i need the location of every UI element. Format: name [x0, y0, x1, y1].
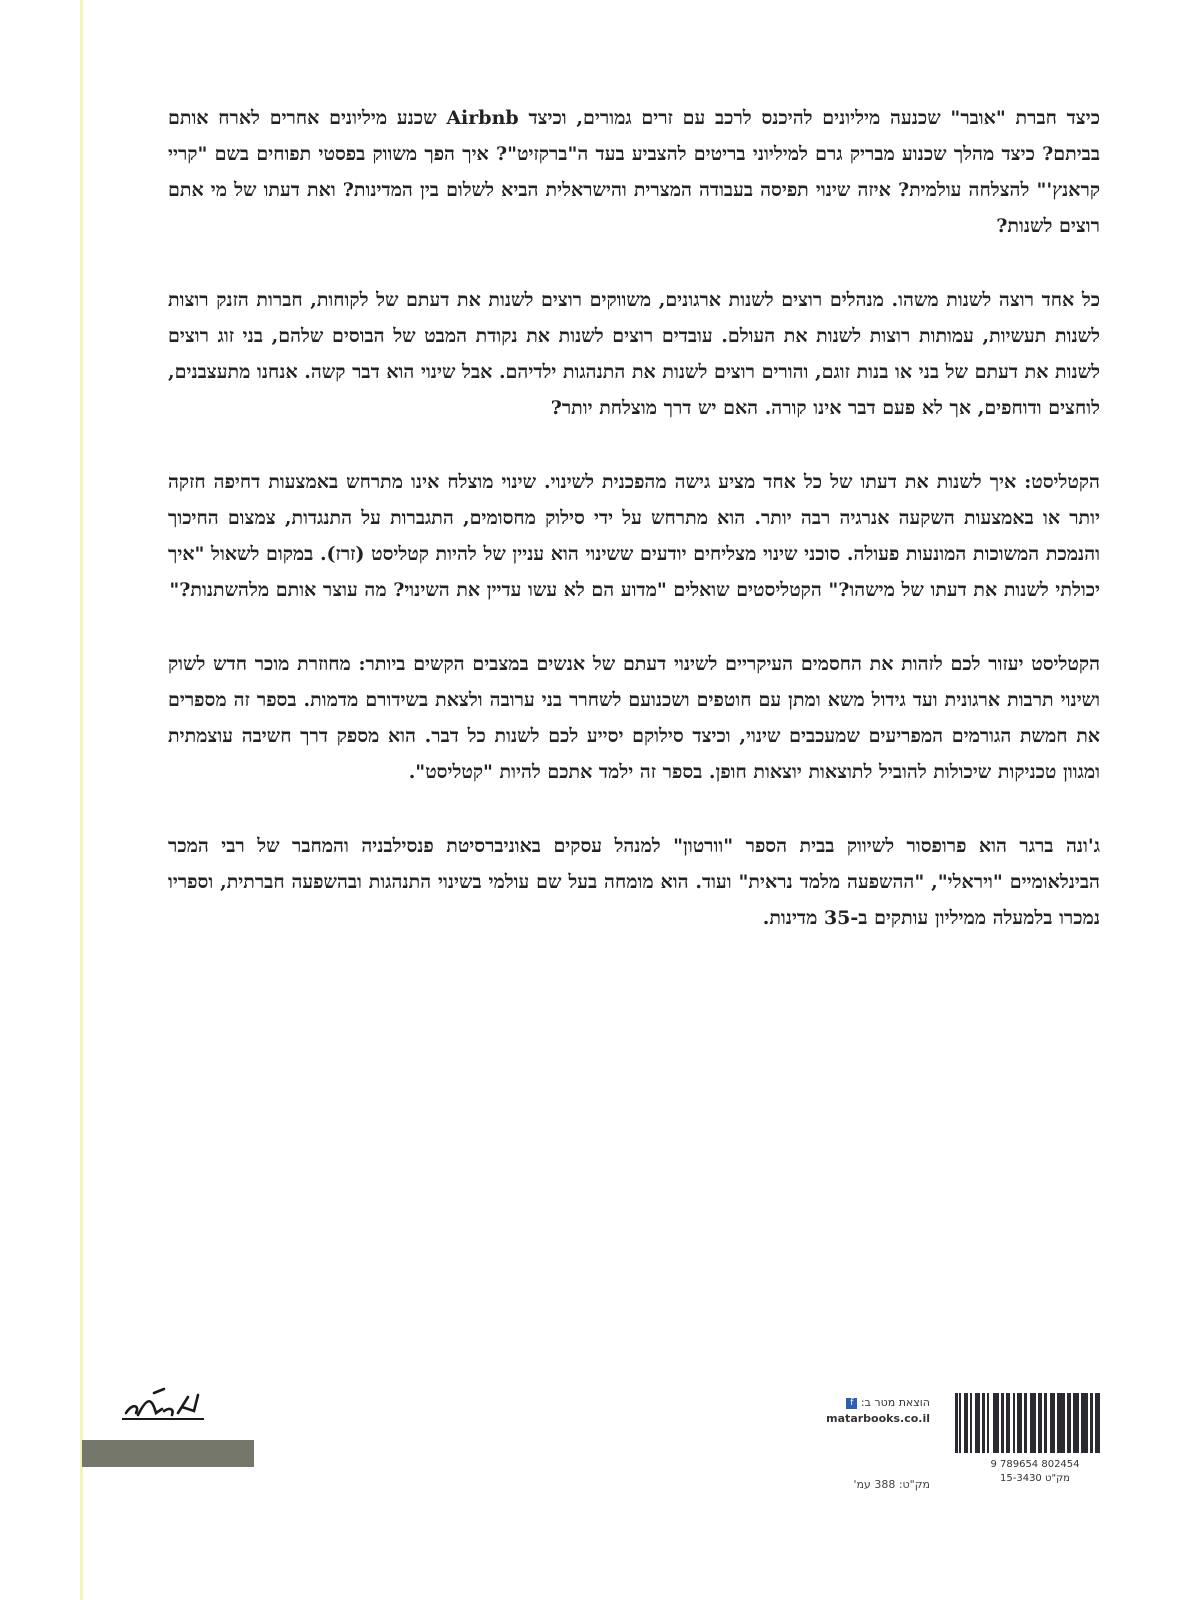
publisher-website[interactable]: matarbooks.co.il [826, 1412, 930, 1425]
blurb-paragraph-2: כל אחד רוצה לשנות משהו. מנהלים רוצים לשנות ארגונים, משווקים רוצים לשנות את דעתם של לקוחות, חברות הזנק רוצות לשנות תעשיות, עמותות רוצות לשנות את העולם. עובדים רוצים לשנות את נקודת המבט של הבוסים שלהם, בני זוג רוצים לשנות את דעתם של בני או בנות זוגם, והורים רוצים לשנות את התנהגות ילדיהם. אבל שינוי הוא דבר קשה. אנחנו מתעצבנים, לוחצים ודוחפים, אך לא פעם דבר אינו קורה. האם יש דרך מוצלחת יותר? [168, 289, 1100, 419]
page-count-sku: מק"ט: 388 עמ' [853, 1478, 930, 1491]
isbn-label [955, 1458, 1115, 1486]
author-bio-paragraph: ג'ונה ברגר הוא פרופסור לשיווק בבית הספר "וורטון" למנהל עסקים באוניברסיטת פנסילבניה והמחבר של רבי המכר הבינלאומיים "ויראלי", "ההשפעה מלמד נראית" ועוד. הוא מומחה בעל שם עולמי בשינוי התנהגות ובהשפעה חברתית, וספריו נמכרו בלמעלה ממיליון עותקים ב-35 מדינות. [168, 835, 1100, 929]
publisher-logo [118, 1385, 218, 1425]
isbn-number: 9 789654 802454 [990, 1459, 1080, 1470]
back-cover-blurb [168, 100, 1100, 974]
publisher-color-bar [82, 1440, 254, 1467]
blurb-paragraph-3: הקטליסט: איך לשנות את דעתו של כל אחד מציע גישה מהפכנית לשינוי. שינוי מוצלח אינו מתרחש באמצעות דחיפה חזקה יותר או באמצעות השקעה אנרגיה רבה יותר. הוא מתרחש על ידי סילוק מחסומים, התגברות על התנגדות, צמצום החיכוך והנמכת המשוכות המונעות פעולה. סוכני שינוי מצליחים יודעים ששינוי הוא עניין של להיות קטליסט (זרז). במקום לשאול "איך יכולתי לשנות את דעתו של מישהו?" הקטליסטים שואלים "מדוע הם לא עשו עדיין את השינוי? מה עוצר אותם מלהשתנות?" [168, 471, 1100, 601]
blurb-paragraph-4: הקטליסט יעזור לכם לזהות את החסמים העיקריים לשינוי דעתם של אנשים במצבים הקשים ביותר: מחוזרת מוכר חדש לשוק ושינוי תרבות ארגונית ועד גידול משא ומתן עם חוטפים ושכנועם לשחרר בני ערובה ולצאת בשידורם מדמות. בספר זה מספרים את חמשת הגורמים המפריעים שמעכבים שינוי, וכיצד סילוקם יסייע לכם לשנות כל דבר. הוא מספק דרך חשיבה עוצמתית ומגוון טכניקות שיכולות להוביל לתוצאות יוצאות חופן. בספר זה ילמד אתכם להיות "קטליסט". [168, 653, 1100, 783]
blurb-paragraph-1: כיצד חברת "אובר" שכנעה מיליונים להיכנס לרכב עם זרים גמורים, וכיצד Airbnb שכנע מיליונים אחרים לארח אותם בביתם? כיצד מהלך שכנוע מבריק גרם למיליוני בריטים להצביע בעד ה"ברקזיט"? איך הפך משווק בפסטי תפוחים בשם "קריי קראנץ'" להצלחה עולמית? איזה שינוי תפיסה בעבודה המצרית והישראלית הביא לשלום בין המדינות? ואת דעתו של מי אתם רוצים לשנות? [168, 107, 1100, 237]
catalog-code: מק"ט 15-3430 [1000, 1473, 1070, 1484]
spine-edge-line [80, 0, 83, 1600]
publisher-follow: הוצאת מטר ב: f [780, 1395, 930, 1411]
publisher-info [780, 1395, 930, 1427]
facebook-icon[interactable]: f [846, 1398, 857, 1409]
isbn-barcode [955, 1393, 1115, 1453]
